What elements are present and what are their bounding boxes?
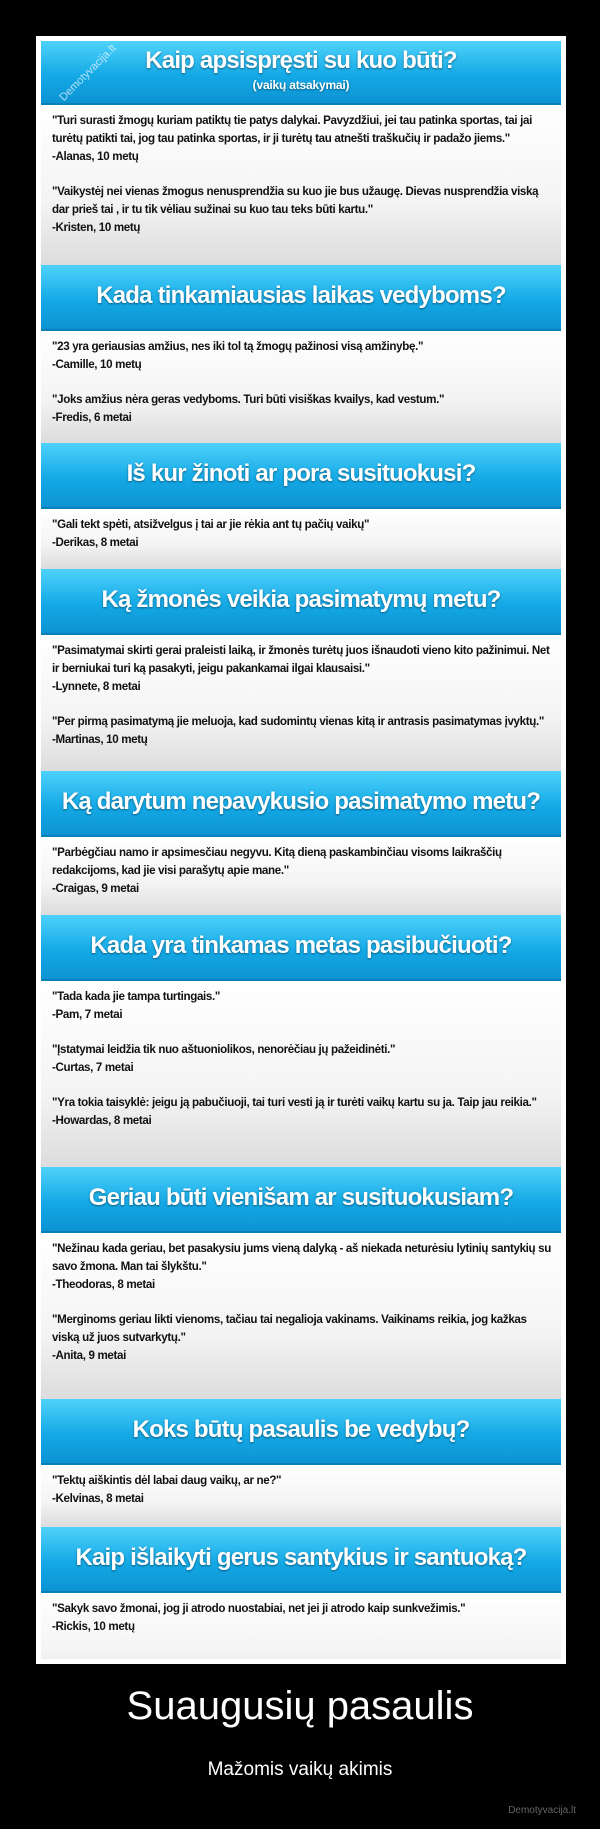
answer-entry <box>52 1094 551 1130</box>
answers-box <box>41 509 561 569</box>
answers-box <box>41 1233 561 1399</box>
answer-quote: "Per pirmą pasimatymą jie meluoja, kad sudomintų vienas kitą ir antrasis pasimatymas įvyktų." <box>52 715 545 728</box>
answer-author: -Howardas, 8 metai <box>52 1114 152 1127</box>
answers-box <box>41 1593 561 1659</box>
answer-author: -Alanas, 10 metų <box>52 150 139 163</box>
watermark-ribbon: Demotyvacija.lt <box>57 42 119 104</box>
section-heading <box>41 915 561 981</box>
answer-quote: "Vaikystėj nei vienas žmogus nenusprendžia su kuo jie bus užaugę. Dievas nusprendžia viską dar prieš tai , ir tu tik vėliau sužinai su kuo tau teks būti kartu." <box>52 185 539 216</box>
section-title: Kaip apsispręsti su kuo būti? <box>145 47 457 74</box>
answer-quote: "Pasimatymai skirti gerai praleisti laiką, ir žmonės turėtų juos išnaudoti vieno kito pažinimui. Net ir berniukai turi ką pasakyti, jeigu pakankamai ilgai klausaisi." <box>52 644 550 675</box>
answer-entry <box>52 844 551 898</box>
section-heading <box>41 1167 561 1233</box>
answer-author: -Camille, 10 metų <box>52 358 142 371</box>
answer-author: -Kelvinas, 8 metai <box>52 1492 144 1505</box>
answers-box <box>41 331 561 443</box>
answer-author: -Rickis, 10 metų <box>52 1620 135 1633</box>
answer-entry <box>52 391 551 427</box>
section-heading <box>41 443 561 509</box>
answers-box <box>41 837 561 915</box>
section-heading <box>41 1527 561 1593</box>
section-title: Kaip išlaikyti gerus santykius ir santuoką? <box>75 1544 527 1571</box>
answers-box <box>41 635 561 771</box>
answer-entry <box>52 1600 551 1636</box>
answer-quote: "23 yra geriausias amžius, nes iki tol tą žmogų pažinosi visą amžinybę." <box>52 340 424 353</box>
answer-quote: "Yra tokia taisyklė: jeigu ją pabučiuoji, tai turi vesti ją ir turėti vaikų kartu su ja. Taip jau reikia." <box>52 1096 537 1109</box>
section-heading <box>41 569 561 635</box>
answer-entry <box>52 713 551 749</box>
section-title: Koks būtų pasaulis be vedybų? <box>132 1416 470 1443</box>
answers-box <box>41 1465 561 1527</box>
answer-entry <box>52 338 551 374</box>
section-title: Kada yra tinkamas metas pasibučiuoti? <box>90 932 512 959</box>
answer-entry <box>52 1472 551 1508</box>
section-subtitle: (vaikų atsakymai) <box>252 78 350 92</box>
answer-entry <box>52 112 551 166</box>
answer-author: -Lynnete, 8 metai <box>52 680 141 693</box>
answer-quote: "Įstatymai leidžia tik nuo aštuoniolikos, nenorėčiau jų pažeidinėti." <box>52 1043 396 1056</box>
section-heading <box>41 41 561 105</box>
answer-entry <box>52 516 551 552</box>
answers-box <box>41 105 561 265</box>
caption-subtitle: Mažomis vaikų akimis <box>207 1759 393 1780</box>
answers-box <box>41 981 561 1167</box>
answer-author: -Kristen, 10 metų <box>52 221 141 234</box>
section-title: Ką žmonės veikia pasimatymų metu? <box>101 586 501 613</box>
answer-quote: "Merginoms geriau likti vienoms, tačiau tai negalioja vakinams. Vaikinams reikia, jog kažkas viską už juos sutvarkytų." <box>52 1313 527 1344</box>
section-title: Iš kur žinoti ar pora susituokusi? <box>126 460 476 487</box>
answer-entry <box>52 988 551 1024</box>
answer-quote: "Gali tekt spėti, atsižvelgus į tai ar jie rėkia ant tų pačių vaikų" <box>52 518 370 531</box>
answer-author: -Craigas, 9 metai <box>52 882 139 895</box>
answer-author: -Fredis, 6 metai <box>52 411 132 424</box>
section-title: Ką darytum nepavykusio pasimatymo metu? <box>61 788 541 815</box>
caption-title: Suaugusių pasaulis <box>126 1684 474 1728</box>
answer-entry <box>52 183 551 237</box>
answer-entry <box>52 642 551 696</box>
answer-author: -Theodoras, 8 metai <box>52 1278 155 1291</box>
answer-quote: "Joks amžius nėra geras vedyboms. Turi būti visiškas kvailys, kad vestum." <box>52 393 445 406</box>
section-heading <box>41 771 561 837</box>
answer-author: -Anita, 9 metai <box>52 1349 126 1362</box>
answer-author: -Martinas, 10 metų <box>52 733 148 746</box>
answer-quote: "Parbėgčiau namo ir apsimesčiau negyvu. Kitą dieną paskambinčiau visoms laikraščių redakcijoms, kad jie visi parašytų apie mane." <box>52 846 502 877</box>
answer-author: -Curtas, 7 metai <box>52 1061 134 1074</box>
answer-quote: "Nežinau kada geriau, bet pasakysiu jums vieną dalyką - aš niekada neturėsiu lytinių santykių su savo žmona. Man tai šlykštu." <box>52 1242 551 1273</box>
answer-entry <box>52 1041 551 1077</box>
site-watermark: Demotyvacija.lt <box>508 1805 576 1816</box>
answer-author: -Derikas, 8 metai <box>52 536 139 549</box>
answer-entry <box>52 1311 551 1365</box>
poster-image <box>41 41 561 1659</box>
answer-quote: "Tada kada jie tampa turtingais." <box>52 990 221 1003</box>
section-heading <box>41 1399 561 1465</box>
section-title: Geriau būti vienišam ar susituokusiam? <box>88 1184 514 1211</box>
answer-quote: "Sakyk savo žmonai, jog ji atrodo nuostabiai, net jei ji atrodo kaip sunkvežimis." <box>52 1602 466 1615</box>
answer-entry <box>52 1240 551 1294</box>
answer-quote: "Tektų aiškintis dėl labai daug vaikų, ar ne?" <box>52 1474 282 1487</box>
answer-quote: "Turi surasti žmogų kuriam patiktų tie patys dalykai. Pavyzdžiui, jei tau patinka sportas, tai jai turėtų patikti tai, jog tau patinka sportas, ir ji turėtų tau atnešti traškučių ir padažo jiems." <box>52 114 532 145</box>
section-heading <box>41 265 561 331</box>
section-title: Kada tinkamiausias laikas vedyboms? <box>96 282 506 309</box>
answer-author: -Pam, 7 metai <box>52 1008 123 1021</box>
poster-frame <box>36 36 566 1664</box>
